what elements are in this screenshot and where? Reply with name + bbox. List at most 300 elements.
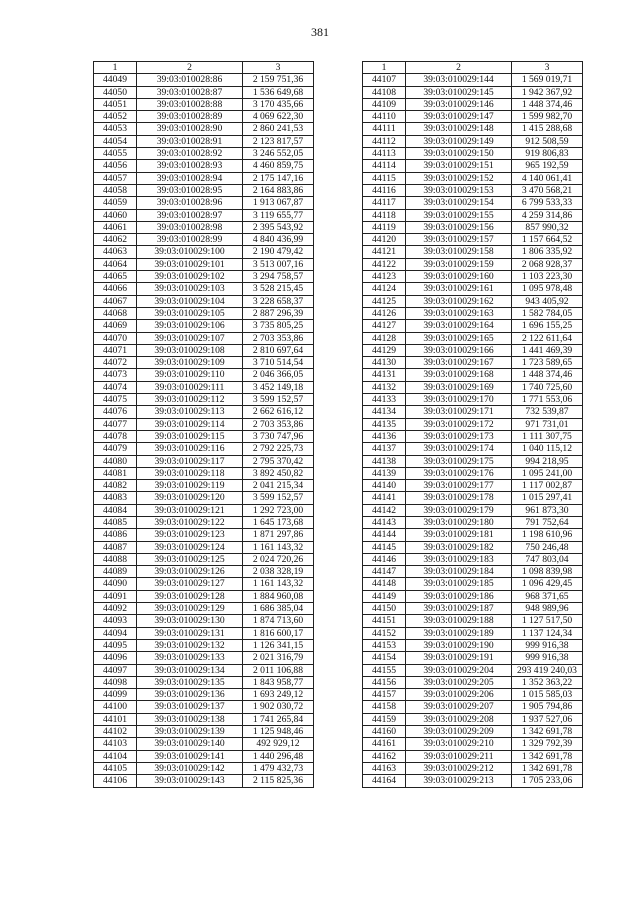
row-number-cell: 44081 (94, 467, 137, 479)
value-cell: 1 342 691,78 (512, 762, 583, 774)
row-number-cell: 44104 (94, 750, 137, 762)
value-cell: 1 479 432,73 (243, 762, 314, 774)
page-number: 381 (311, 25, 329, 39)
value-cell: 1 117 002,87 (512, 480, 583, 492)
table-row (363, 701, 583, 713)
table-row (363, 344, 583, 356)
value-cell: 2 123 817,57 (243, 135, 314, 147)
cadastral-number-cell: 39:03:010029:185 (406, 578, 512, 590)
value-cell: 948 989,96 (512, 603, 583, 615)
value-cell: 3 294 758,57 (243, 271, 314, 283)
row-number-cell: 44084 (94, 504, 137, 516)
cadastral-number-cell: 39:03:010029:119 (137, 480, 243, 492)
row-number-cell: 44112 (363, 135, 406, 147)
table-row (363, 504, 583, 516)
cadastral-number-cell: 39:03:010029:144 (406, 74, 512, 86)
table-row (363, 627, 583, 639)
cadastral-number-cell: 39:03:010029:210 (406, 738, 512, 750)
table-row (363, 590, 583, 602)
row-number-cell: 44150 (363, 603, 406, 615)
cadastral-number-cell: 39:03:010028:90 (137, 123, 243, 135)
table-row (94, 234, 314, 246)
row-number-cell: 44088 (94, 553, 137, 565)
cadastral-number-cell: 39:03:010029:176 (406, 467, 512, 479)
table-row (94, 467, 314, 479)
row-number-cell: 44116 (363, 184, 406, 196)
value-cell: 1 806 335,92 (512, 246, 583, 258)
cadastral-number-cell: 39:03:010029:132 (137, 639, 243, 651)
value-cell: 4 069 622,30 (243, 111, 314, 123)
row-number-cell: 44133 (363, 394, 406, 406)
row-number-cell: 44095 (94, 639, 137, 651)
cadastral-number-cell: 39:03:010029:129 (137, 603, 243, 615)
value-cell: 1 415 288,68 (512, 123, 583, 135)
cadastral-number-cell: 39:03:010029:103 (137, 283, 243, 295)
value-cell: 1 040 115,12 (512, 443, 583, 455)
cadastral-number-cell: 39:03:010029:204 (406, 664, 512, 676)
cadastral-number-cell: 39:03:010029:138 (137, 713, 243, 725)
value-cell: 1 843 958,77 (243, 676, 314, 688)
value-cell: 1 942 367,92 (512, 86, 583, 98)
table-header-row (363, 62, 583, 74)
row-number-cell: 44126 (363, 307, 406, 319)
cadastral-number-cell: 39:03:010028:94 (137, 172, 243, 184)
value-cell: 1 352 363,22 (512, 676, 583, 688)
cadastral-number-cell: 39:03:010029:164 (406, 320, 512, 332)
table-row (363, 394, 583, 406)
value-cell: 1 198 610,96 (512, 529, 583, 541)
table-row (94, 762, 314, 774)
cadastral-number-cell: 39:03:010029:155 (406, 209, 512, 221)
cadastral-number-cell: 39:03:010029:187 (406, 603, 512, 615)
value-cell: 3 710 514,54 (243, 357, 314, 369)
cadastral-number-cell: 39:03:010028:87 (137, 86, 243, 98)
table-row (94, 381, 314, 393)
value-cell: 961 873,30 (512, 504, 583, 516)
table-row (94, 160, 314, 172)
table-row (363, 738, 583, 750)
cadastral-number-cell: 39:03:010029:111 (137, 381, 243, 393)
column-header-cadastral-number: 2 (406, 62, 512, 74)
value-cell: 1 161 143,32 (243, 578, 314, 590)
row-number-cell: 44097 (94, 664, 137, 676)
table-row (363, 111, 583, 123)
cadastral-number-cell: 39:03:010028:97 (137, 209, 243, 221)
table-row (363, 566, 583, 578)
value-cell: 1 095 978,48 (512, 283, 583, 295)
table-row (363, 123, 583, 135)
value-cell: 3 513 007,16 (243, 258, 314, 270)
table-row (94, 750, 314, 762)
row-number-cell: 44105 (94, 762, 137, 774)
cadastral-number-cell: 39:03:010029:211 (406, 750, 512, 762)
cadastral-number-cell: 39:03:010029:186 (406, 590, 512, 602)
table-row (94, 455, 314, 467)
column-header-number: 1 (363, 62, 406, 74)
cadastral-number-cell: 39:03:010029:139 (137, 726, 243, 738)
table-row (94, 566, 314, 578)
cadastral-number-cell: 39:03:010029:137 (137, 701, 243, 713)
table-row (94, 344, 314, 356)
row-number-cell: 44137 (363, 443, 406, 455)
table-row (363, 320, 583, 332)
table-row (94, 430, 314, 442)
table-row (94, 209, 314, 221)
cadastral-number-cell: 39:03:010029:182 (406, 541, 512, 553)
value-cell: 965 192,59 (512, 160, 583, 172)
table-row (94, 639, 314, 651)
value-cell: 4 840 436,99 (243, 234, 314, 246)
row-number-cell: 44054 (94, 135, 137, 147)
table-row (363, 480, 583, 492)
cadastral-number-cell: 39:03:010029:163 (406, 307, 512, 319)
table-row (363, 652, 583, 664)
value-cell: 1 111 307,75 (512, 430, 583, 442)
cadastral-number-cell: 39:03:010029:123 (137, 529, 243, 541)
row-number-cell: 44113 (363, 148, 406, 160)
row-number-cell: 44119 (363, 221, 406, 233)
cadastral-number-cell: 39:03:010029:207 (406, 701, 512, 713)
value-cell: 4 259 314,86 (512, 209, 583, 221)
cadastral-number-cell: 39:03:010028:98 (137, 221, 243, 233)
table-row (363, 762, 583, 774)
value-cell: 2 190 479,42 (243, 246, 314, 258)
row-number-cell: 44096 (94, 652, 137, 664)
table-row (363, 775, 583, 787)
cadastral-number-cell: 39:03:010029:205 (406, 676, 512, 688)
value-cell: 3 170 435,66 (243, 98, 314, 110)
cadastral-number-cell: 39:03:010029:150 (406, 148, 512, 160)
row-number-cell: 44123 (363, 271, 406, 283)
table-row (94, 418, 314, 430)
value-cell: 1 095 241,00 (512, 467, 583, 479)
table-row (363, 750, 583, 762)
table-row (94, 578, 314, 590)
row-number-cell: 44064 (94, 258, 137, 270)
row-number-cell: 44145 (363, 541, 406, 553)
cadastral-number-cell: 39:03:010029:165 (406, 332, 512, 344)
row-number-cell: 44070 (94, 332, 137, 344)
row-number-cell: 44153 (363, 639, 406, 651)
row-number-cell: 44067 (94, 295, 137, 307)
table-row (94, 516, 314, 528)
row-number-cell: 44086 (94, 529, 137, 541)
value-cell: 6 799 533,33 (512, 197, 583, 209)
cadastral-number-cell: 39:03:010029:116 (137, 443, 243, 455)
row-number-cell: 44158 (363, 701, 406, 713)
table-row (94, 111, 314, 123)
cadastral-number-cell: 39:03:010029:146 (406, 98, 512, 110)
row-number-cell: 44142 (363, 504, 406, 516)
table-row (94, 221, 314, 233)
cadastral-number-cell: 39:03:010029:170 (406, 394, 512, 406)
table-row (363, 553, 583, 565)
value-cell: 2 122 611,64 (512, 332, 583, 344)
value-cell: 1 913 067,87 (243, 197, 314, 209)
cadastral-number-cell: 39:03:010029:135 (137, 676, 243, 688)
row-number-cell: 44087 (94, 541, 137, 553)
value-cell: 2 115 825,36 (243, 775, 314, 787)
row-number-cell: 44069 (94, 320, 137, 332)
value-cell: 1 599 982,70 (512, 111, 583, 123)
cadastral-number-cell: 39:03:010029:143 (137, 775, 243, 787)
cadastral-number-cell: 39:03:010029:159 (406, 258, 512, 270)
table-row (363, 74, 583, 86)
cadastral-number-cell: 39:03:010029:108 (137, 344, 243, 356)
table-row (94, 320, 314, 332)
value-cell: 1 693 249,12 (243, 689, 314, 701)
value-cell: 2 159 751,36 (243, 74, 314, 86)
right-table-body (363, 74, 583, 787)
table-row (363, 664, 583, 676)
table-row (94, 541, 314, 553)
table-row (363, 443, 583, 455)
row-number-cell: 44098 (94, 676, 137, 688)
row-number-cell: 44135 (363, 418, 406, 430)
cadastral-number-cell: 39:03:010029:189 (406, 627, 512, 639)
table-row (363, 197, 583, 209)
value-cell: 1 098 839,98 (512, 566, 583, 578)
value-cell: 968 371,65 (512, 590, 583, 602)
value-cell: 3 599 152,57 (243, 394, 314, 406)
row-number-cell: 44085 (94, 516, 137, 528)
row-number-cell: 44155 (363, 664, 406, 676)
row-number-cell: 44051 (94, 98, 137, 110)
left-table-body (94, 74, 314, 787)
table-row (363, 676, 583, 688)
table-row (363, 713, 583, 725)
row-number-cell: 44092 (94, 603, 137, 615)
column-header-number: 1 (94, 62, 137, 74)
table-row (363, 689, 583, 701)
cadastral-number-cell: 39:03:010029:121 (137, 504, 243, 516)
table-row (94, 148, 314, 160)
cadastral-number-cell: 39:03:010029:141 (137, 750, 243, 762)
cadastral-number-cell: 39:03:010029:180 (406, 516, 512, 528)
value-cell: 1 137 124,34 (512, 627, 583, 639)
cadastral-number-cell: 39:03:010029:162 (406, 295, 512, 307)
row-number-cell: 44163 (363, 762, 406, 774)
row-number-cell: 44093 (94, 615, 137, 627)
row-number-cell: 44139 (363, 467, 406, 479)
row-number-cell: 44074 (94, 381, 137, 393)
value-cell: 2 662 616,12 (243, 406, 314, 418)
cadastral-number-cell: 39:03:010029:161 (406, 283, 512, 295)
value-cell: 4 460 859,75 (243, 160, 314, 172)
value-cell: 2 175 147,16 (243, 172, 314, 184)
value-cell: 747 803,04 (512, 553, 583, 565)
table-row (94, 98, 314, 110)
row-number-cell: 44082 (94, 480, 137, 492)
row-number-cell: 44077 (94, 418, 137, 430)
row-number-cell: 44143 (363, 516, 406, 528)
table-row (363, 357, 583, 369)
row-number-cell: 44152 (363, 627, 406, 639)
table-row (94, 603, 314, 615)
row-number-cell: 44089 (94, 566, 137, 578)
row-number-cell: 44059 (94, 197, 137, 209)
row-number-cell: 44063 (94, 246, 137, 258)
table-row (363, 160, 583, 172)
row-number-cell: 44056 (94, 160, 137, 172)
row-number-cell: 44101 (94, 713, 137, 725)
row-number-cell: 44060 (94, 209, 137, 221)
cadastral-number-cell: 39:03:010029:169 (406, 381, 512, 393)
value-cell: 1 705 233,06 (512, 775, 583, 787)
row-number-cell: 44127 (363, 320, 406, 332)
row-number-cell: 44148 (363, 578, 406, 590)
table-row (363, 98, 583, 110)
value-cell: 2 810 697,64 (243, 344, 314, 356)
row-number-cell: 44124 (363, 283, 406, 295)
value-cell: 999 916,38 (512, 652, 583, 664)
table-row (363, 455, 583, 467)
value-cell: 1 569 019,71 (512, 74, 583, 86)
table-row (363, 516, 583, 528)
table-row (94, 184, 314, 196)
cadastral-number-cell: 39:03:010029:178 (406, 492, 512, 504)
table-row (94, 271, 314, 283)
row-number-cell: 44075 (94, 394, 137, 406)
value-cell: 1 015 585,03 (512, 689, 583, 701)
row-number-cell: 44115 (363, 172, 406, 184)
table-row (94, 135, 314, 147)
table-row (94, 689, 314, 701)
cadastral-number-cell: 39:03:010029:148 (406, 123, 512, 135)
row-number-cell: 44147 (363, 566, 406, 578)
row-number-cell: 44161 (363, 738, 406, 750)
table-row (94, 443, 314, 455)
value-cell: 3 228 658,37 (243, 295, 314, 307)
cadastral-number-cell: 39:03:010028:88 (137, 98, 243, 110)
value-cell: 732 539,87 (512, 406, 583, 418)
cadastral-number-cell: 39:03:010029:102 (137, 271, 243, 283)
row-number-cell: 44114 (363, 160, 406, 172)
value-cell: 1 015 297,41 (512, 492, 583, 504)
cadastral-number-cell: 39:03:010029:124 (137, 541, 243, 553)
column-header-cadastral-number: 2 (137, 62, 243, 74)
value-cell: 2 887 296,39 (243, 307, 314, 319)
value-cell: 1 125 948,46 (243, 726, 314, 738)
table-row (94, 394, 314, 406)
value-cell: 999 916,38 (512, 639, 583, 651)
cadastral-number-cell: 39:03:010029:118 (137, 467, 243, 479)
row-number-cell: 44151 (363, 615, 406, 627)
row-number-cell: 44159 (363, 713, 406, 725)
column-header-value: 3 (243, 62, 314, 74)
row-number-cell: 44120 (363, 234, 406, 246)
value-cell: 3 119 655,77 (243, 209, 314, 221)
cadastral-number-cell: 39:03:010029:168 (406, 369, 512, 381)
row-number-cell: 44141 (363, 492, 406, 504)
cadastral-number-cell: 39:03:010029:145 (406, 86, 512, 98)
row-number-cell: 44130 (363, 357, 406, 369)
cadastral-number-cell: 39:03:010029:179 (406, 504, 512, 516)
row-number-cell: 44109 (363, 98, 406, 110)
row-number-cell: 44136 (363, 430, 406, 442)
row-number-cell: 44132 (363, 381, 406, 393)
table-row (94, 713, 314, 725)
row-number-cell: 44102 (94, 726, 137, 738)
value-cell: 750 246,48 (512, 541, 583, 553)
cadastral-number-cell: 39:03:010029:151 (406, 160, 512, 172)
value-cell: 1 582 784,05 (512, 307, 583, 319)
row-number-cell: 44162 (363, 750, 406, 762)
row-number-cell: 44108 (363, 86, 406, 98)
value-cell: 3 730 747,96 (243, 430, 314, 442)
value-cell: 919 806,83 (512, 148, 583, 160)
cadastral-number-cell: 39:03:010029:206 (406, 689, 512, 701)
table-row (94, 553, 314, 565)
column-header-value: 3 (512, 62, 583, 74)
table-row (363, 135, 583, 147)
cadastral-number-cell: 39:03:010029:114 (137, 418, 243, 430)
table-row (363, 529, 583, 541)
cadastral-number-cell: 39:03:010029:100 (137, 246, 243, 258)
row-number-cell: 44154 (363, 652, 406, 664)
cadastral-number-cell: 39:03:010029:158 (406, 246, 512, 258)
cadastral-number-cell: 39:03:010029:208 (406, 713, 512, 725)
value-cell: 3 599 152,57 (243, 492, 314, 504)
cadastral-number-cell: 39:03:010029:181 (406, 529, 512, 541)
table-row (363, 184, 583, 196)
row-number-cell: 44053 (94, 123, 137, 135)
value-cell: 2 795 370,42 (243, 455, 314, 467)
cadastral-number-cell: 39:03:010029:183 (406, 553, 512, 565)
cadastral-number-cell: 39:03:010029:134 (137, 664, 243, 676)
row-number-cell: 44157 (363, 689, 406, 701)
value-cell: 2 164 883,86 (243, 184, 314, 196)
row-number-cell: 44052 (94, 111, 137, 123)
row-number-cell: 44140 (363, 480, 406, 492)
cadastral-number-cell: 39:03:010029:173 (406, 430, 512, 442)
value-cell: 1 329 792,39 (512, 738, 583, 750)
cadastral-number-cell: 39:03:010029:172 (406, 418, 512, 430)
value-cell: 1 723 589,65 (512, 357, 583, 369)
cadastral-number-cell: 39:03:010029:175 (406, 455, 512, 467)
table-row (94, 676, 314, 688)
cadastral-number-cell: 39:03:010029:128 (137, 590, 243, 602)
row-number-cell: 44073 (94, 369, 137, 381)
table-row (94, 738, 314, 750)
table-row (94, 258, 314, 270)
cadastral-number-cell: 39:03:010029:136 (137, 689, 243, 701)
value-cell: 1 741 265,84 (243, 713, 314, 725)
table-row (363, 172, 583, 184)
cadastral-number-cell: 39:03:010029:126 (137, 566, 243, 578)
value-cell: 857 990,32 (512, 221, 583, 233)
table-row (363, 221, 583, 233)
cadastral-number-cell: 39:03:010029:157 (406, 234, 512, 246)
value-cell: 1 126 341,15 (243, 639, 314, 651)
table-row (94, 172, 314, 184)
value-cell: 912 508,59 (512, 135, 583, 147)
row-number-cell: 44058 (94, 184, 137, 196)
value-cell: 1 096 429,45 (512, 578, 583, 590)
cadastral-number-cell: 39:03:010029:171 (406, 406, 512, 418)
cadastral-number-cell: 39:03:010028:89 (137, 111, 243, 123)
cadastral-number-cell: 39:03:010028:93 (137, 160, 243, 172)
table-row (94, 369, 314, 381)
value-cell: 2 041 215,34 (243, 480, 314, 492)
value-cell: 1 816 600,17 (243, 627, 314, 639)
row-number-cell: 44094 (94, 627, 137, 639)
value-cell: 2 038 328,19 (243, 566, 314, 578)
cadastral-number-cell: 39:03:010029:131 (137, 627, 243, 639)
table-row (363, 381, 583, 393)
cadastral-number-cell: 39:03:010029:120 (137, 492, 243, 504)
table-row (363, 258, 583, 270)
